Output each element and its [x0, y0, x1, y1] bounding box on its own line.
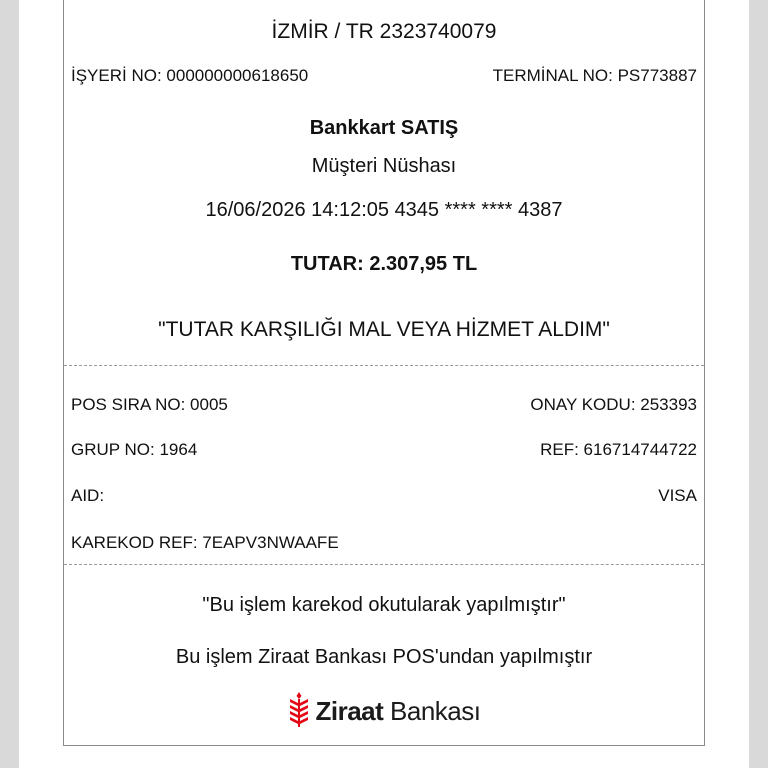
- city-tax-number: İZMİR / TR 2323740079: [271, 20, 497, 43]
- aid-label: AID:: [71, 486, 105, 505]
- aid-brand-row: [71, 486, 697, 506]
- datetime-card-number: 16/06/2026 14:12:05 4345 **** **** 4387: [205, 199, 563, 221]
- group-number: GRUP NO: 1964: [71, 440, 198, 459]
- pos-receipt: [63, 0, 705, 746]
- pos-seq-approval-row: [71, 395, 697, 415]
- approval-code: ONAY KODU: 253393: [530, 395, 697, 414]
- logo-wordmark: Ziraat Bankası: [315, 696, 481, 726]
- ziraat-bankasi-logo: [64, 690, 704, 733]
- qr-ref-row: [71, 533, 697, 553]
- qr-note: "Bu işlem karekod okutularak yapılmıştır": [202, 594, 566, 616]
- wheat-sheaf-icon: [288, 690, 310, 733]
- terminal-number: TERMİNAL NO: PS773887: [492, 66, 697, 85]
- bank-note: Bu işlem Ziraat Bankası POS'undan yapılmıştır: [175, 646, 593, 668]
- amount: TUTAR: 2.307,95 TL: [290, 253, 478, 275]
- copy-type: Müşteri Nüshası: [311, 155, 457, 177]
- transaction-title: Bankkart SATIŞ: [309, 117, 459, 139]
- qr-reference: KAREKOD REF: 7EAPV3NWAAFE: [71, 533, 339, 552]
- dashed-separator: [64, 365, 704, 366]
- acknowledgement-text: "TUTAR KARŞILIĞI MAL VEYA HİZMET ALDIM": [158, 318, 610, 341]
- pos-sequence-number: POS SIRA NO: 0005: [71, 395, 228, 414]
- group-ref-row: [71, 440, 697, 460]
- card-brand: VISA: [658, 486, 697, 505]
- dashed-separator: [64, 564, 704, 565]
- reference-number: REF: 616714744722: [540, 440, 697, 459]
- merchant-number: İŞYERİ NO: 000000000618650: [71, 66, 309, 85]
- merchant-terminal-row: [71, 66, 697, 86]
